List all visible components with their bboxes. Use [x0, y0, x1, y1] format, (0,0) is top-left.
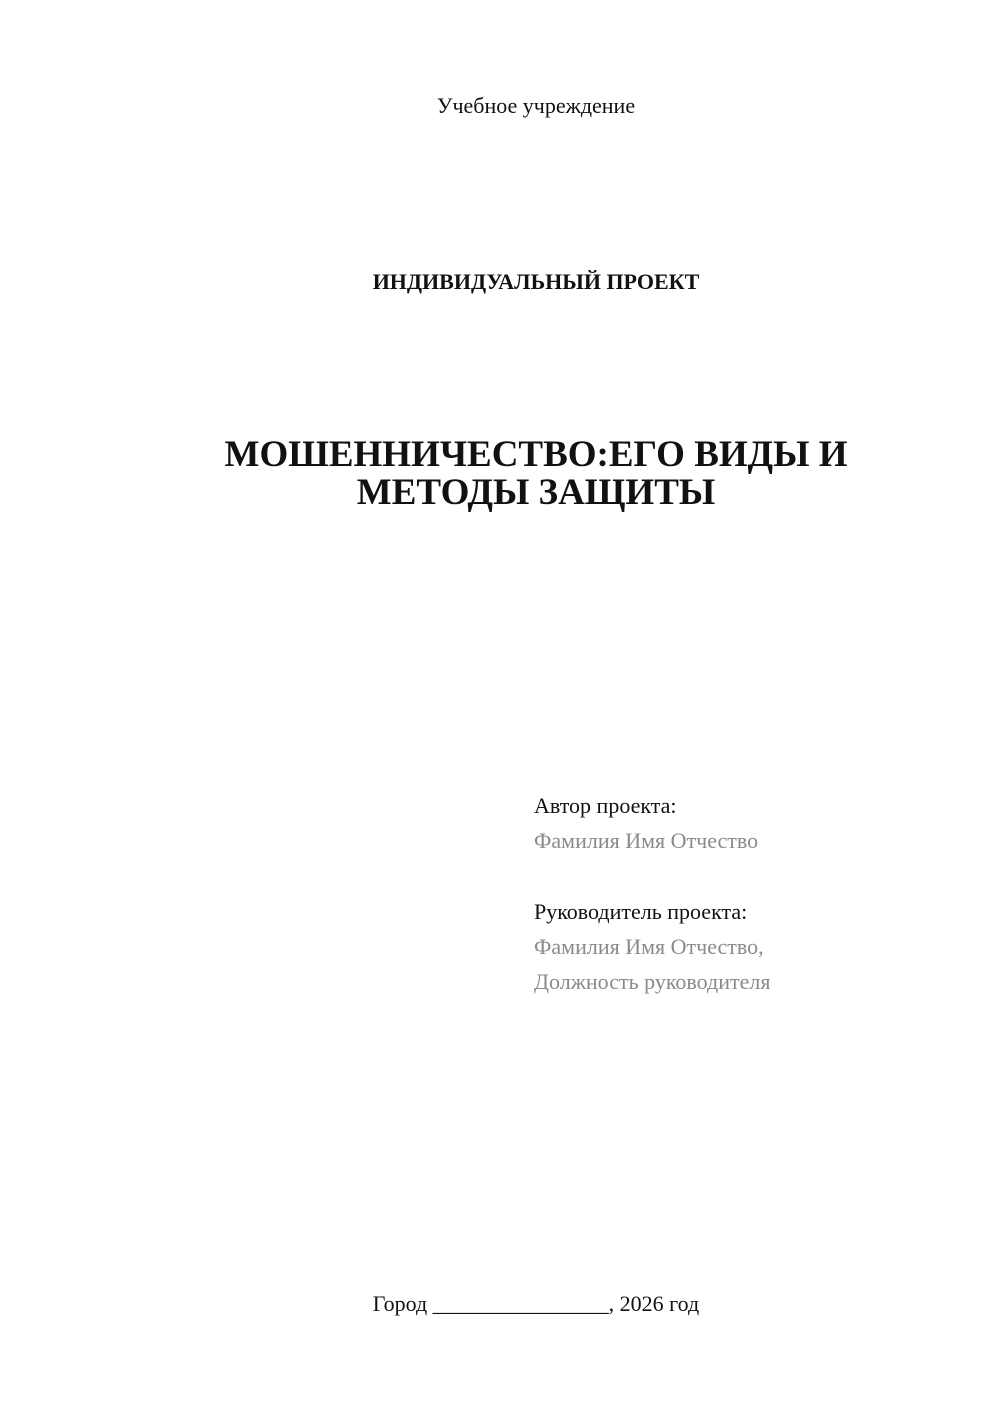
project-title-line-2: МЕТОДЫ ЗАЩИТЫ: [356, 472, 716, 513]
supervisor-name-placeholder: Фамилия Имя Отчество,: [534, 934, 764, 959]
project-title-line-1: МОШЕННИЧЕСТВО:ЕГО ВИДЫ И: [224, 434, 848, 475]
supervisor-label: Руководитель проекта:: [534, 899, 748, 924]
author-block: [534, 788, 974, 858]
author-name-placeholder: Фамилия Имя Отчество: [534, 828, 759, 853]
author-label: Автор проекта:: [534, 793, 677, 818]
institution-name: Учебное учреждение: [436, 93, 636, 118]
project-title: [180, 436, 892, 512]
city-year-line: Город ________________, 2026 год: [372, 1291, 700, 1316]
supervisor-position-placeholder: Должность руководителя: [534, 969, 771, 994]
project-type-heading: ИНДИВИДУАЛЬНЫЙ ПРОЕКТ: [372, 269, 700, 294]
supervisor-block: [534, 894, 974, 999]
